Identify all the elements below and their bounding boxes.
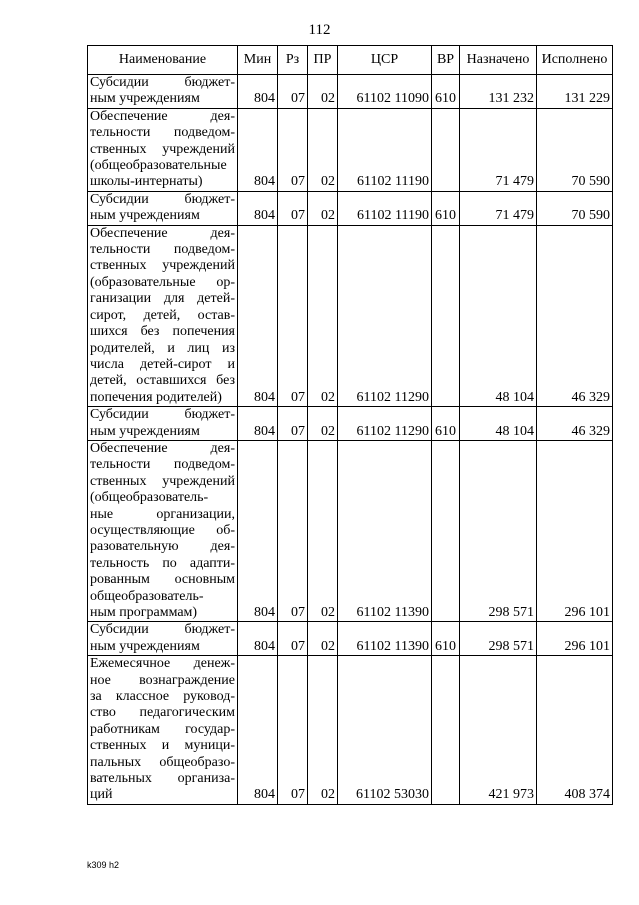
budget-table <box>87 45 613 805</box>
header-csr: ЦСР <box>338 46 432 75</box>
row-name <box>88 191 238 225</box>
row-name-line: Субсидии бюджет- <box>90 75 235 90</box>
row-name-line: Обеспечение дея- <box>90 225 235 241</box>
row-name-line: ные организации, <box>90 506 235 522</box>
row-csr: 61102 11290 <box>338 225 432 406</box>
row-name-line: Субсидии бюджет- <box>90 622 235 638</box>
footer-code: k309 h2 <box>87 860 120 870</box>
table-header-row <box>88 46 613 75</box>
row-min: 804 <box>238 407 278 441</box>
row-name-line: ственных учреждений <box>90 258 235 274</box>
row-rz: 07 <box>278 440 308 621</box>
row-name-line: вательных организа- <box>90 771 235 787</box>
row-name-line: ганизации для детей- <box>90 291 235 307</box>
header-rz: Рз <box>278 46 308 75</box>
table-row <box>88 75 613 109</box>
row-assigned: 421 973 <box>460 656 537 805</box>
row-csr: 61102 53030 <box>338 656 432 805</box>
row-name-line: ным учреждениям <box>90 91 200 107</box>
row-name <box>88 622 238 656</box>
row-executed: 408 374 <box>537 656 613 805</box>
row-vr <box>432 440 460 621</box>
table-row <box>88 225 613 406</box>
row-name-line: пальных общеобразо- <box>90 754 235 770</box>
row-name <box>88 440 238 621</box>
row-executed: 46 329 <box>537 407 613 441</box>
row-vr: 610 <box>432 191 460 225</box>
row-assigned: 298 571 <box>460 440 537 621</box>
row-name-line: (общеобразовательные <box>90 158 227 174</box>
row-vr <box>432 225 460 406</box>
row-min: 804 <box>238 191 278 225</box>
row-name-line: ственных учреждений <box>90 141 235 157</box>
row-name-line: общеобразователь- <box>90 588 204 604</box>
row-assigned: 131 232 <box>460 75 537 109</box>
row-name <box>88 407 238 441</box>
row-name-line: тельности подведом- <box>90 457 235 473</box>
row-assigned: 48 104 <box>460 407 537 441</box>
row-pr: 02 <box>308 407 338 441</box>
row-vr: 610 <box>432 407 460 441</box>
row-name-line: рованным основным <box>90 572 235 588</box>
row-name-line: тельности подведом- <box>90 242 235 258</box>
row-pr: 02 <box>308 108 338 191</box>
header-pr: ПР <box>308 46 338 75</box>
row-name-line: Субсидии бюджет- <box>90 191 235 207</box>
row-pr: 02 <box>308 440 338 621</box>
row-csr: 61102 11090 <box>338 75 432 109</box>
row-assigned: 48 104 <box>460 225 537 406</box>
page-number: 112 <box>308 22 331 38</box>
table-row <box>88 656 613 805</box>
row-name-line: ным учреждениям <box>90 423 200 439</box>
table-row <box>88 407 613 441</box>
row-pr: 02 <box>308 75 338 109</box>
row-assigned: 298 571 <box>460 622 537 656</box>
table-row <box>88 622 613 656</box>
row-rz: 07 <box>278 191 308 225</box>
row-min: 804 <box>238 622 278 656</box>
row-name-line: тельности подведом- <box>90 125 235 141</box>
row-name <box>88 108 238 191</box>
row-min: 804 <box>238 108 278 191</box>
row-rz: 07 <box>278 407 308 441</box>
row-name-line: шихся без попечения <box>90 324 235 340</box>
row-name-line: тельность по адапти- <box>90 555 235 571</box>
row-csr: 61102 11190 <box>338 108 432 191</box>
row-name-line: ным программам) <box>90 605 198 620</box>
table-row <box>88 440 613 621</box>
row-csr: 61102 11290 <box>338 407 432 441</box>
row-name-line: ным учреждениям <box>90 638 200 654</box>
row-assigned: 71 479 <box>460 191 537 225</box>
row-min: 804 <box>238 440 278 621</box>
row-rz: 07 <box>278 75 308 109</box>
row-min: 804 <box>238 225 278 406</box>
header-executed: Исполнено <box>537 46 613 75</box>
row-vr: 610 <box>432 622 460 656</box>
row-pr: 02 <box>308 622 338 656</box>
row-csr: 61102 11390 <box>338 440 432 621</box>
row-name-line: ственных учреждений <box>90 473 235 489</box>
table-row <box>88 108 613 191</box>
row-name-line: осуществляющие об- <box>90 522 235 538</box>
row-name-line: Субсидии бюджет- <box>90 407 235 423</box>
row-name-line: сирот, детей, остав- <box>90 307 235 323</box>
row-name-line: за классное руковод- <box>90 689 235 705</box>
row-name-line: Ежемесячное денеж- <box>90 656 235 672</box>
row-name-line: числа детей-сирот и <box>90 356 235 372</box>
header-name: Наименование <box>88 46 238 75</box>
row-vr <box>432 656 460 805</box>
row-pr: 02 <box>308 225 338 406</box>
row-pr: 02 <box>308 656 338 805</box>
row-name <box>88 225 238 406</box>
row-executed: 70 590 <box>537 191 613 225</box>
row-csr: 61102 11390 <box>338 622 432 656</box>
row-name-line: попечения родителей) <box>90 389 222 405</box>
row-name-line: работникам государ- <box>90 721 235 737</box>
row-rz: 07 <box>278 656 308 805</box>
row-rz: 07 <box>278 622 308 656</box>
header-min: Мин <box>238 46 278 75</box>
row-executed: 70 590 <box>537 108 613 191</box>
row-name-line: Обеспечение дея- <box>90 440 235 456</box>
row-name-line: разовательную дея- <box>90 539 235 555</box>
row-name <box>88 75 238 109</box>
row-name-line: ственных и муници- <box>90 738 235 754</box>
row-executed: 296 101 <box>537 440 613 621</box>
row-name-line: школы-интернаты) <box>90 174 203 190</box>
row-min: 804 <box>238 656 278 805</box>
row-name-line: Обеспечение дея- <box>90 108 235 124</box>
row-executed: 296 101 <box>537 622 613 656</box>
table-row <box>88 191 613 225</box>
row-vr <box>432 108 460 191</box>
row-executed: 131 229 <box>537 75 613 109</box>
header-vr: ВР <box>432 46 460 75</box>
row-name-line: ное вознаграждение <box>90 672 235 688</box>
row-name-line: (образовательные ор- <box>90 274 235 290</box>
row-pr: 02 <box>308 191 338 225</box>
row-name-line: детей, оставшихся без <box>90 373 235 389</box>
row-min: 804 <box>238 75 278 109</box>
row-name-line: родителей, и лиц из <box>90 340 235 356</box>
row-vr: 610 <box>432 75 460 109</box>
row-name-line: ций <box>90 787 113 803</box>
header-assigned: Назначено <box>460 46 537 75</box>
row-name-line: ство педагогическим <box>90 705 235 721</box>
row-name-line: ным учреждениям <box>90 208 200 224</box>
table-body <box>88 75 613 805</box>
row-executed: 46 329 <box>537 225 613 406</box>
row-rz: 07 <box>278 108 308 191</box>
row-assigned: 71 479 <box>460 108 537 191</box>
row-name <box>88 656 238 805</box>
row-name-line: (общеобразователь- <box>90 490 209 506</box>
row-csr: 61102 11190 <box>338 191 432 225</box>
row-rz: 07 <box>278 225 308 406</box>
